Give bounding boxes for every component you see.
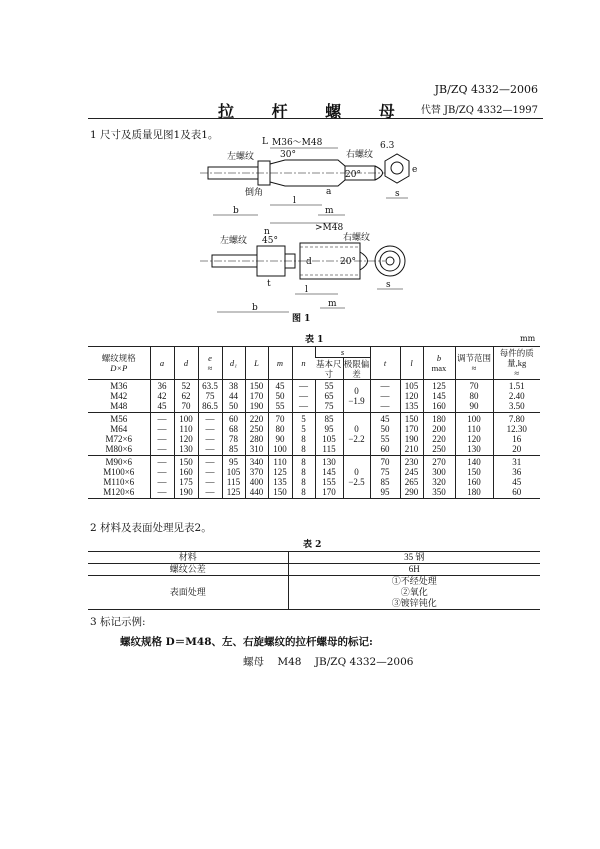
label-right-thread-2: 右螺纹 — [343, 233, 371, 243]
header-rule — [88, 118, 543, 119]
table-cell: 65 — [315, 391, 343, 401]
header-b: b — [436, 353, 442, 363]
table-cell: 400 — [245, 477, 268, 487]
header-L: L — [254, 358, 259, 368]
section3-text: 螺纹规格 D＝M48、左、右旋螺纹的拉杆螺母的标记: — [120, 636, 373, 648]
header-m: m — [276, 358, 284, 368]
table-cell: 8 — [292, 467, 315, 477]
label-roughness: 6.3 — [380, 141, 395, 151]
label-size-large: >M48 — [315, 223, 344, 233]
table-cell: 100 — [174, 413, 198, 425]
header-spec: 螺纹规格 — [101, 353, 136, 363]
table-cell: 55 — [370, 434, 400, 444]
table-cell: 63.5 — [198, 380, 222, 392]
table-cell: — — [198, 413, 222, 425]
table-cell: 105 — [400, 380, 423, 392]
table-cell: 125 — [423, 380, 455, 392]
row-spec: M120×6 — [103, 487, 135, 497]
material-table — [88, 551, 540, 610]
row-spec: M110×6 — [103, 477, 135, 487]
table-cell: 70 — [268, 413, 292, 425]
s-deviation-value: 0 — [354, 467, 359, 477]
table-cell: 210 — [400, 444, 423, 456]
table-cell: — — [198, 487, 222, 499]
table1-unit: mm — [520, 334, 536, 343]
header-n: n — [301, 358, 306, 368]
table-cell: 170 — [245, 391, 268, 401]
row-spec: M42 — [110, 391, 128, 401]
table-cell: 45 — [370, 413, 400, 425]
table-cell: 55 — [315, 380, 343, 392]
marking-example: 螺母 M48 JB/ZQ 4332—2006 — [243, 656, 414, 668]
table-cell: 70 — [370, 456, 400, 468]
table-cell: 120 — [174, 434, 198, 444]
table-cell: 110 — [455, 424, 493, 434]
table-cell: 70 — [174, 401, 198, 413]
table-cell: 160 — [455, 477, 493, 487]
table-cell: 36 — [150, 380, 174, 392]
table-cell: — — [198, 467, 222, 477]
header-l: l — [410, 358, 413, 368]
table-cell: 8 — [292, 444, 315, 456]
label-s: s — [395, 189, 400, 199]
table-cell: 100 — [455, 413, 493, 425]
table-cell: 90 — [268, 434, 292, 444]
table-cell: 5 — [292, 424, 315, 434]
table-cell: 115 — [315, 444, 343, 456]
label-chamfer: 倒角 — [245, 188, 264, 198]
table-cell: 85 — [222, 444, 245, 456]
table-cell: 50 — [222, 401, 245, 413]
table-cell: 130 — [174, 444, 198, 456]
label-e: e — [412, 165, 418, 175]
t2-key: 表面处理 — [88, 576, 288, 610]
table-cell: — — [370, 391, 400, 401]
table-cell: 86.5 — [198, 401, 222, 413]
table-cell: 31 — [493, 456, 540, 468]
table-cell: 8 — [292, 477, 315, 487]
s-deviation-cell — [343, 413, 370, 456]
table-cell: 160 — [423, 401, 455, 413]
table-cell: — — [198, 444, 222, 456]
label-d: d — [306, 257, 312, 267]
label-left-thread-2: 左螺纹 — [220, 236, 248, 246]
s-deviation-cell — [343, 456, 370, 499]
table-cell: 120 — [455, 434, 493, 444]
table-cell: — — [150, 424, 174, 434]
row-spec: M48 — [110, 401, 128, 411]
table-cell: 230 — [400, 456, 423, 468]
table-cell: 62 — [174, 391, 198, 401]
table-cell: 45 — [268, 380, 292, 392]
row-spec: M100×6 — [103, 467, 135, 477]
table-cell: 350 — [423, 487, 455, 499]
table-cell: 3.50 — [493, 401, 540, 413]
table-cell: 85 — [315, 413, 343, 425]
table-cell: — — [292, 380, 315, 392]
table-cell: 170 — [315, 487, 343, 499]
table-group — [88, 380, 540, 413]
table-cell: 85 — [370, 477, 400, 487]
s-deviation-value: −2.2 — [348, 434, 365, 444]
table-cell: 44 — [222, 391, 245, 401]
table-cell: 125 — [222, 487, 245, 499]
table-cell: 245 — [400, 467, 423, 477]
table-cell: 140 — [455, 456, 493, 468]
table-cell: — — [198, 456, 222, 468]
table-cell: 36 — [493, 467, 540, 477]
table-cell: 8 — [292, 487, 315, 499]
table-cell: 135 — [268, 477, 292, 487]
table-cell: — — [150, 444, 174, 456]
label-t: t — [267, 279, 271, 289]
label-L: L — [262, 137, 268, 147]
table-cell: 100 — [268, 444, 292, 456]
table-cell: 180 — [423, 413, 455, 425]
row-spec: M90×6 — [105, 457, 133, 467]
table-cell: 160 — [174, 467, 198, 477]
header-range: 调节范围 — [456, 353, 491, 363]
table-cell: 70 — [455, 380, 493, 392]
page-title: 拉 杆 螺 母 — [218, 102, 411, 121]
table-cell: 130 — [315, 456, 343, 468]
header-t: t — [383, 358, 387, 368]
table-cell: 5 — [292, 413, 315, 425]
table-cell: 200 — [423, 424, 455, 434]
s-deviation-cell — [343, 380, 370, 413]
section1-text: 1 尺寸及质量见图1及表1。 — [90, 129, 219, 141]
t2-value: 6H — [288, 564, 540, 576]
table-cell: 42 — [150, 391, 174, 401]
table-cell: 60 — [493, 487, 540, 499]
table-cell: 150 — [455, 467, 493, 477]
table-cell: — — [150, 487, 174, 499]
header-range-approx: ≈ — [471, 363, 477, 373]
label-b-2: b — [252, 303, 258, 313]
dimension-table — [88, 346, 540, 499]
table-cell: 80 — [455, 391, 493, 401]
t2-option: ①不经处理 — [391, 576, 437, 586]
table-cell: 50 — [370, 424, 400, 434]
replaces-standard: 代替 JB/ZQ 4332—1997 — [420, 105, 538, 116]
header-mass-approx: ≈ — [514, 368, 520, 378]
table-row — [88, 467, 540, 477]
t2-key: 材料 — [88, 552, 288, 564]
t2-value: 35 钢 — [404, 552, 425, 562]
table-cell: — — [370, 380, 400, 392]
table-cell: 170 — [400, 424, 423, 434]
table-row — [88, 391, 540, 401]
label-s-2: s — [386, 280, 391, 290]
label-m: m — [325, 206, 334, 216]
row-spec: M72×6 — [105, 434, 133, 444]
table-group — [88, 413, 540, 456]
table-cell: 8 — [292, 456, 315, 468]
table-group — [88, 456, 540, 499]
table-cell: 150 — [174, 456, 198, 468]
label-angle20-2: 20° — [340, 257, 356, 267]
table-cell: 60 — [222, 413, 245, 425]
table-cell: — — [292, 401, 315, 413]
table-cell: — — [198, 424, 222, 434]
header-b-max: max — [431, 363, 447, 373]
t2-value — [288, 576, 540, 610]
table-cell: 125 — [268, 467, 292, 477]
t2-option: ③镀锌钝化 — [391, 598, 437, 608]
row-spec: M64 — [110, 424, 128, 434]
table-cell: — — [292, 391, 315, 401]
label-angle20: 20° — [345, 170, 361, 180]
label-angle30: 30° — [280, 150, 296, 160]
row-spec: M80×6 — [105, 444, 133, 454]
standard-code: JB/ZQ 4332—2006 — [434, 83, 538, 96]
s-deviation-value: −1.9 — [348, 396, 365, 406]
table-cell: — — [198, 477, 222, 487]
table-cell: 145 — [423, 391, 455, 401]
table-cell: 250 — [245, 424, 268, 434]
table-cell: 310 — [245, 444, 268, 456]
table-cell: 75 — [370, 467, 400, 477]
header-s: s — [340, 347, 345, 357]
table-row — [88, 424, 540, 434]
table-cell: — — [198, 434, 222, 444]
label-l: l — [293, 196, 296, 206]
table-cell: 320 — [423, 477, 455, 487]
s-deviation-value: −2.5 — [348, 477, 365, 487]
table-cell: 115 — [222, 477, 245, 487]
table-cell: 340 — [245, 456, 268, 468]
table-row — [88, 477, 540, 487]
header-d1: d₁ — [229, 358, 238, 368]
table-row — [88, 413, 540, 425]
label-size-small: M36～M48 — [272, 138, 323, 148]
table-cell: 220 — [423, 434, 455, 444]
table-cell: — — [150, 434, 174, 444]
table-cell: 370 — [245, 467, 268, 477]
table-cell: 280 — [245, 434, 268, 444]
table-cell: 7.80 — [493, 413, 540, 425]
label-right-thread: 右螺纹 — [346, 150, 374, 160]
figure-caption: 图 1 — [292, 314, 311, 324]
table-cell: 52 — [174, 380, 198, 392]
header-e-approx: ≈ — [207, 363, 213, 373]
table-cell: 150 — [268, 487, 292, 499]
table-cell: 270 — [423, 456, 455, 468]
table-cell: 20 — [493, 444, 540, 456]
section3-heading: 3 标记示例: — [90, 616, 146, 628]
table-cell: 38 — [222, 380, 245, 392]
table-cell: 80 — [268, 424, 292, 434]
table-cell: 45 — [493, 477, 540, 487]
table-cell: 105 — [222, 467, 245, 477]
table-cell: 290 — [400, 487, 423, 499]
table-cell: 440 — [245, 487, 268, 499]
table-cell: 155 — [315, 477, 343, 487]
table-cell: 2.40 — [493, 391, 540, 401]
s-deviation-value: 0 — [354, 386, 359, 396]
s-deviation-value: 0 — [354, 424, 359, 434]
table-cell: 190 — [174, 487, 198, 499]
table-cell: 150 — [400, 413, 423, 425]
table-cell: 175 — [174, 477, 198, 487]
table-row — [88, 456, 540, 468]
table-row — [88, 434, 540, 444]
table-cell: 300 — [423, 467, 455, 477]
table-cell: — — [150, 467, 174, 477]
table-cell: 110 — [268, 456, 292, 468]
table-cell: 220 — [245, 413, 268, 425]
label-l-2: l — [305, 285, 308, 295]
table-cell: 8 — [292, 434, 315, 444]
header-s-basic: 基本尺寸 — [315, 358, 342, 379]
table-cell: — — [150, 413, 174, 425]
t2-option: ②氧化 — [400, 587, 428, 597]
row-spec: M56 — [110, 414, 128, 424]
table-cell: 190 — [245, 401, 268, 413]
table-cell: 150 — [245, 380, 268, 392]
label-m-2: m — [328, 299, 337, 309]
table-cell: 130 — [455, 444, 493, 456]
table-cell: 75 — [315, 401, 343, 413]
table-cell: — — [150, 456, 174, 468]
table-cell: 105 — [315, 434, 343, 444]
table-cell: 110 — [174, 424, 198, 434]
table-cell: 95 — [370, 487, 400, 499]
table-cell: 90 — [455, 401, 493, 413]
label-b: b — [233, 206, 239, 216]
table1-caption: 表 1 — [305, 335, 324, 345]
label-a: a — [326, 187, 332, 197]
header-e: e — [208, 353, 212, 363]
table-cell: 68 — [222, 424, 245, 434]
table-cell: 190 — [400, 434, 423, 444]
header-mass: 每件的质量,kg — [499, 348, 534, 368]
table-cell: 16 — [493, 434, 540, 444]
table-cell: 95 — [315, 424, 343, 434]
table-cell: 135 — [400, 401, 423, 413]
table-cell: 45 — [150, 401, 174, 413]
table-cell: 55 — [268, 401, 292, 413]
table-cell: 12.30 — [493, 424, 540, 434]
table-row — [88, 401, 540, 413]
table-row — [88, 444, 540, 456]
header-spec2: D×P — [110, 363, 128, 373]
header-d: d — [183, 358, 189, 368]
table-cell: 265 — [400, 477, 423, 487]
table-cell: — — [370, 401, 400, 413]
table-cell: 180 — [455, 487, 493, 499]
header-a: a — [159, 358, 165, 368]
table-cell: 95 — [222, 456, 245, 468]
figure-1-drawing — [0, 130, 600, 345]
section2-text: 2 材料及表面处理见表2。 — [90, 522, 212, 534]
table-row — [88, 487, 540, 499]
header-s-dev: 极限偏差 — [343, 358, 370, 379]
table-cell: 120 — [400, 391, 423, 401]
table-row — [88, 380, 540, 392]
table-cell: 145 — [315, 467, 343, 477]
table-cell: 1.51 — [493, 380, 540, 392]
label-n: n — [264, 227, 270, 237]
table-cell: 78 — [222, 434, 245, 444]
label-left-thread: 左螺纹 — [227, 152, 255, 162]
label-angle45: 45° — [262, 236, 278, 246]
table2-caption: 表 2 — [303, 540, 322, 550]
table-cell: 250 — [423, 444, 455, 456]
table-cell: 75 — [198, 391, 222, 401]
row-spec: M36 — [110, 381, 128, 391]
table-cell: — — [150, 477, 174, 487]
table-cell: 50 — [268, 391, 292, 401]
table-cell: 60 — [370, 444, 400, 456]
t2-key: 螺纹公差 — [88, 564, 288, 576]
